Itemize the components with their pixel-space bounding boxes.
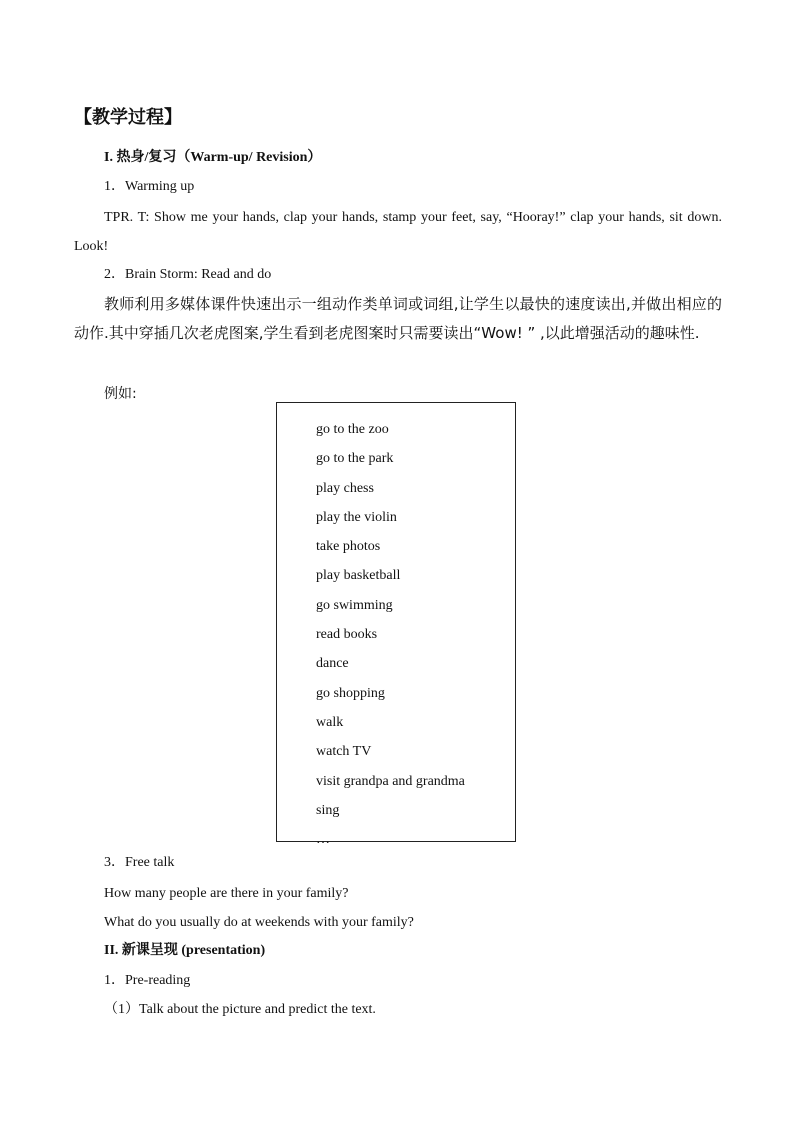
warming-up-title: 1．Warming up (104, 179, 195, 194)
list-item: go shopping (316, 685, 385, 701)
list-item: play chess (316, 480, 374, 496)
section-2-title: II. 新课呈现 (presentation) (104, 943, 266, 958)
list-item: read books (316, 627, 378, 643)
list-item: go to the zoo (316, 422, 389, 437)
section-1-title: I. 热身/复习（Warm-up/ Revision） (104, 150, 322, 165)
example-phrases-box (276, 402, 516, 848)
example-label: 例如: (104, 386, 137, 402)
page-heading: 【教学过程】 (74, 107, 182, 127)
list-item: play basketball (316, 568, 401, 584)
list-item: watch TV (316, 744, 372, 760)
brain-storm-paragraph: 教师利用多媒体课件快速出示一组动作类单词或词组,让学生以最快的速度读出,并做出相应的动作.其中穿插几次老虎图案,学生看到老虎图案时只需要读出“Wow! ” ,以此增强活动的趣味性. (74, 295, 722, 342)
free-talk-title: 3．Free talk (104, 855, 175, 870)
list-item: go to the park (316, 451, 394, 467)
brain-storm-title: 2．Brain Storm: Read and do (104, 267, 272, 282)
list-item: visit grandpa and grandma (316, 773, 465, 789)
list-item: … (316, 832, 330, 848)
list-item: play the violin (316, 509, 397, 525)
list-item: dance (316, 656, 349, 672)
list-item: take photos (316, 539, 381, 555)
pre-reading-title: 1．Pre-reading (104, 973, 191, 988)
list-item: sing (316, 802, 340, 818)
tpr-paragraph: TPR. T: Show me your hands, clap your hands, stamp your feet, say, “Hooray!” clap your hands, sit down. Look! (74, 210, 722, 254)
list-item: walk (316, 714, 344, 730)
list-item: go swimming (316, 597, 393, 613)
free-talk-question-1: How many people are there in your family? (104, 886, 349, 901)
pre-reading-subitem: （1）Talk about the picture and predict the text. (104, 1002, 376, 1017)
example-phrases-list (316, 415, 465, 854)
free-talk-question-2: What do you usually do at weekends with your family? (104, 915, 414, 930)
